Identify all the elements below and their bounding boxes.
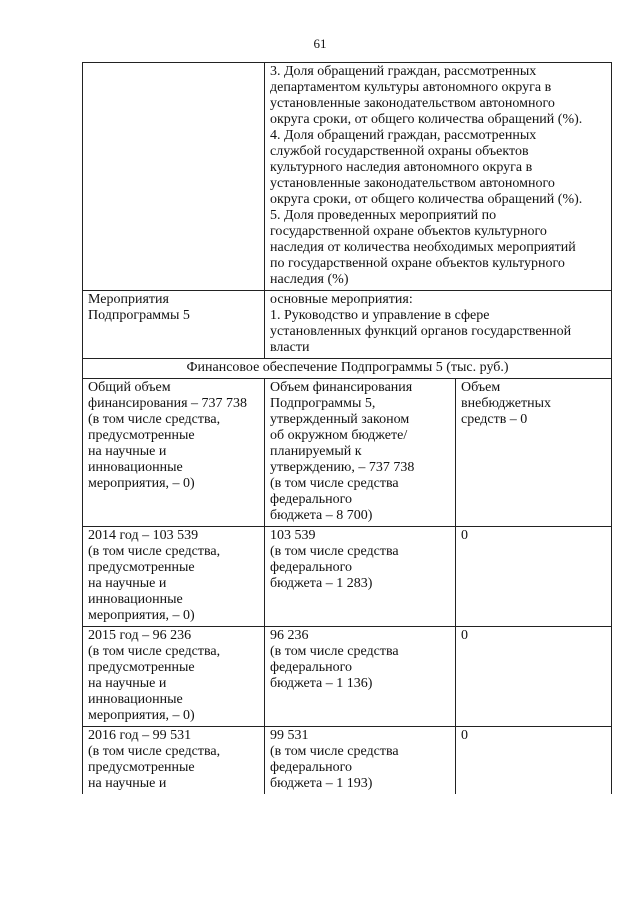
- activities-row: [83, 291, 612, 359]
- extrabudget-cell: 0: [456, 627, 612, 727]
- total-cell: 2014 год – 103 539 (в том числе средства, предусмотренные на научные и инновационные мероприятия, – 0): [83, 527, 265, 627]
- indicators-label-cell: [83, 63, 265, 291]
- finance-header-row: [83, 359, 612, 379]
- total-cell: 2015 год – 96 236 (в том числе средства, предусмотренные на научные и инновационные мероприятия, – 0): [83, 627, 265, 727]
- activities-text-cell: основные мероприятия: 1. Руководство и управление в сфере установленных функций органов государственной власти: [265, 291, 612, 359]
- finance-header-cell: Финансовое обеспечение Подпрограммы 5 (тыс. руб.): [83, 359, 612, 379]
- finance-row: [83, 379, 612, 527]
- finance-row: [83, 727, 612, 795]
- budget-cell: Объем финансирования Подпрограммы 5, утвержденный законом об окружном бюджете/ планируемый к утверждению, – 737 738 (в том числе средства федерального бюджета – 8 700): [265, 379, 456, 527]
- page-number: 61: [313, 36, 327, 51]
- indicators-text-cell: 3. Доля обращений граждан, рассмотренных департаментом культуры автономного округа в установленные законодательством автономного округа сроки, от общего количества обращений (%). 4. Доля обращений граждан, рассмотренных службой государственной охраны объектов культурного наследия автономного округа в установленные законодательством автономного округа сроки, от общего количества обращений (%). 5. Доля проведенных мероприятий по государственной охране объектов культурного наследия от количества необходимых мероприятий по государственной охране объектов культурного наследия (%): [265, 63, 612, 291]
- activities-label-cell: Мероприятия Подпрограммы 5: [83, 291, 265, 359]
- extrabudget-cell: 0: [456, 527, 612, 627]
- extrabudget-cell: Объем внебюджетных средств – 0: [456, 379, 612, 527]
- finance-row: [83, 627, 612, 727]
- finance-row: [83, 527, 612, 627]
- total-cell: Общий объем финансирования – 737 738 (в том числе средства, предусмотренные на научные и инновационные мероприятия, – 0): [83, 379, 265, 527]
- budget-cell: 99 531 (в том числе средства федерального бюджета – 1 193): [265, 727, 456, 795]
- indicators-row: [83, 63, 612, 291]
- budget-cell: 96 236 (в том числе средства федерального бюджета – 1 136): [265, 627, 456, 727]
- total-cell: 2016 год – 99 531 (в том числе средства, предусмотренные на научные и: [83, 727, 265, 795]
- extrabudget-cell: 0: [456, 727, 612, 795]
- subprogram-passport-table: [82, 62, 612, 794]
- budget-cell: 103 539 (в том числе средства федерального бюджета – 1 283): [265, 527, 456, 627]
